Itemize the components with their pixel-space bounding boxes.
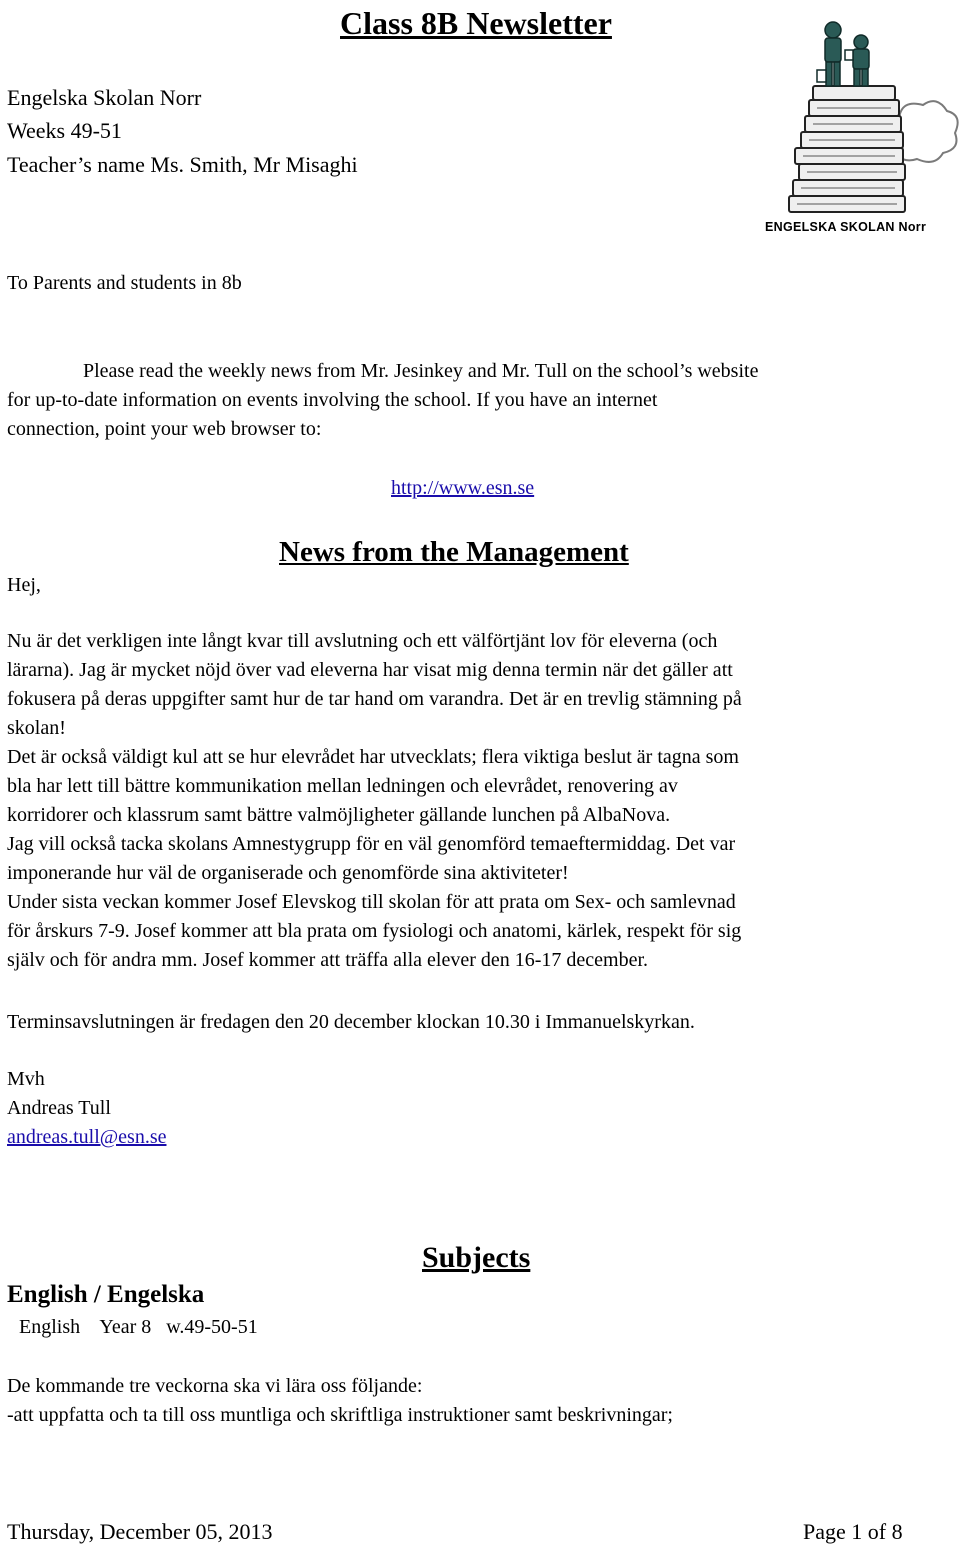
message-line: Jag vill också tacka skolans Amnestygrupp för en väl genomförd temaeftermiddag. Det var <box>7 833 736 855</box>
message-line: Under sista veckan kommer Josef Elevskog till skolan för att prata om Sex- och samlevnad <box>7 891 736 913</box>
intro-line: connection, point your web browser to: <box>7 418 322 440</box>
school-website-link[interactable]: http://www.esn.se <box>391 477 535 499</box>
footer-date: Thursday, December 05, 2013 <box>7 1519 273 1544</box>
message-line: korridorer och klassrum samt bättre valmöjligheter gällande lunchen på AlbaNova. <box>7 804 671 826</box>
signer-email-link[interactable]: andreas.tull@esn.se <box>7 1126 167 1148</box>
school-name: Engelska Skolan Norr <box>7 85 202 110</box>
signer-name: Andreas Tull <box>7 1097 111 1119</box>
english-heading: English / Engelska <box>7 1281 205 1308</box>
weeks-label: Weeks 49-51 <box>7 118 122 143</box>
footer-page-number: Page 1 of 8 <box>803 1519 903 1544</box>
teacher-names: Teacher’s name Ms. Smith, Mr Misaghi <box>7 152 358 177</box>
message-line: Nu är det verkligen inte långt kvar till avslutning och ett välförtjänt lov för eleverna (och <box>7 630 718 652</box>
books-logo-icon <box>741 0 960 250</box>
subjects-heading: Subjects <box>422 1241 531 1274</box>
message-line: lärarna). Jag är mycket nöjd över vad eleverna har visat mig denna termin när det gäller att <box>7 659 733 681</box>
intro-line: Please read the weekly news from Mr. Jesinkey and Mr. Tull on the school’s website <box>83 360 759 382</box>
message-line: imponerande hur väl de organiserade och genomförde sina aktiviteter! <box>7 862 569 884</box>
intro-addressee: To Parents and students in 8b <box>7 272 242 294</box>
term-end-notice: Terminsavslutningen är fredagen den 20 december klockan 10.30 i Immanuelskyrkan. <box>7 1011 695 1033</box>
message-line: bla har lett till bättre kommunikation mellan ledningen och elevrådet, renovering av <box>7 775 678 797</box>
intro-paragraph <box>7 357 942 444</box>
greeting: Hej, <box>7 574 41 596</box>
school-logo <box>741 0 960 250</box>
english-objective: -att uppfatta och ta till oss muntliga och skriftliga instruktioner samt beskrivningar; <box>7 1404 673 1426</box>
signoff: Mvh <box>7 1068 45 1090</box>
newsletter-title: Class 8B Newsletter <box>340 5 612 41</box>
message-line: Det är också väldigt kul att se hur elevrådet har utvecklats; flera viktiga beslut är tagna som <box>7 746 739 768</box>
management-message <box>7 627 942 975</box>
intro-line: for up-to-date information on events involving the school. If you have an internet <box>7 389 658 411</box>
message-line: för årskurs 7-9. Josef kommer att bla prata om fysiologi och anatomi, kärlek, respekt för sig <box>7 920 742 942</box>
message-line: skolan! <box>7 717 66 739</box>
message-line: själv och för andra mm. Josef kommer att träffa alla elever den 16-17 december. <box>7 949 649 971</box>
message-line: fokusera på deras uppgifter samt hur de tar hand om varandra. Det är en trevlig stämning på <box>7 688 742 710</box>
english-subheading: English Year 8 w.49-50-51 <box>19 1316 258 1338</box>
english-intro: De kommande tre veckorna ska vi lära oss följande: <box>7 1375 423 1397</box>
management-heading: News from the Management <box>279 536 629 568</box>
logo-caption: ENGELSKA SKOLAN Norr <box>765 220 927 234</box>
